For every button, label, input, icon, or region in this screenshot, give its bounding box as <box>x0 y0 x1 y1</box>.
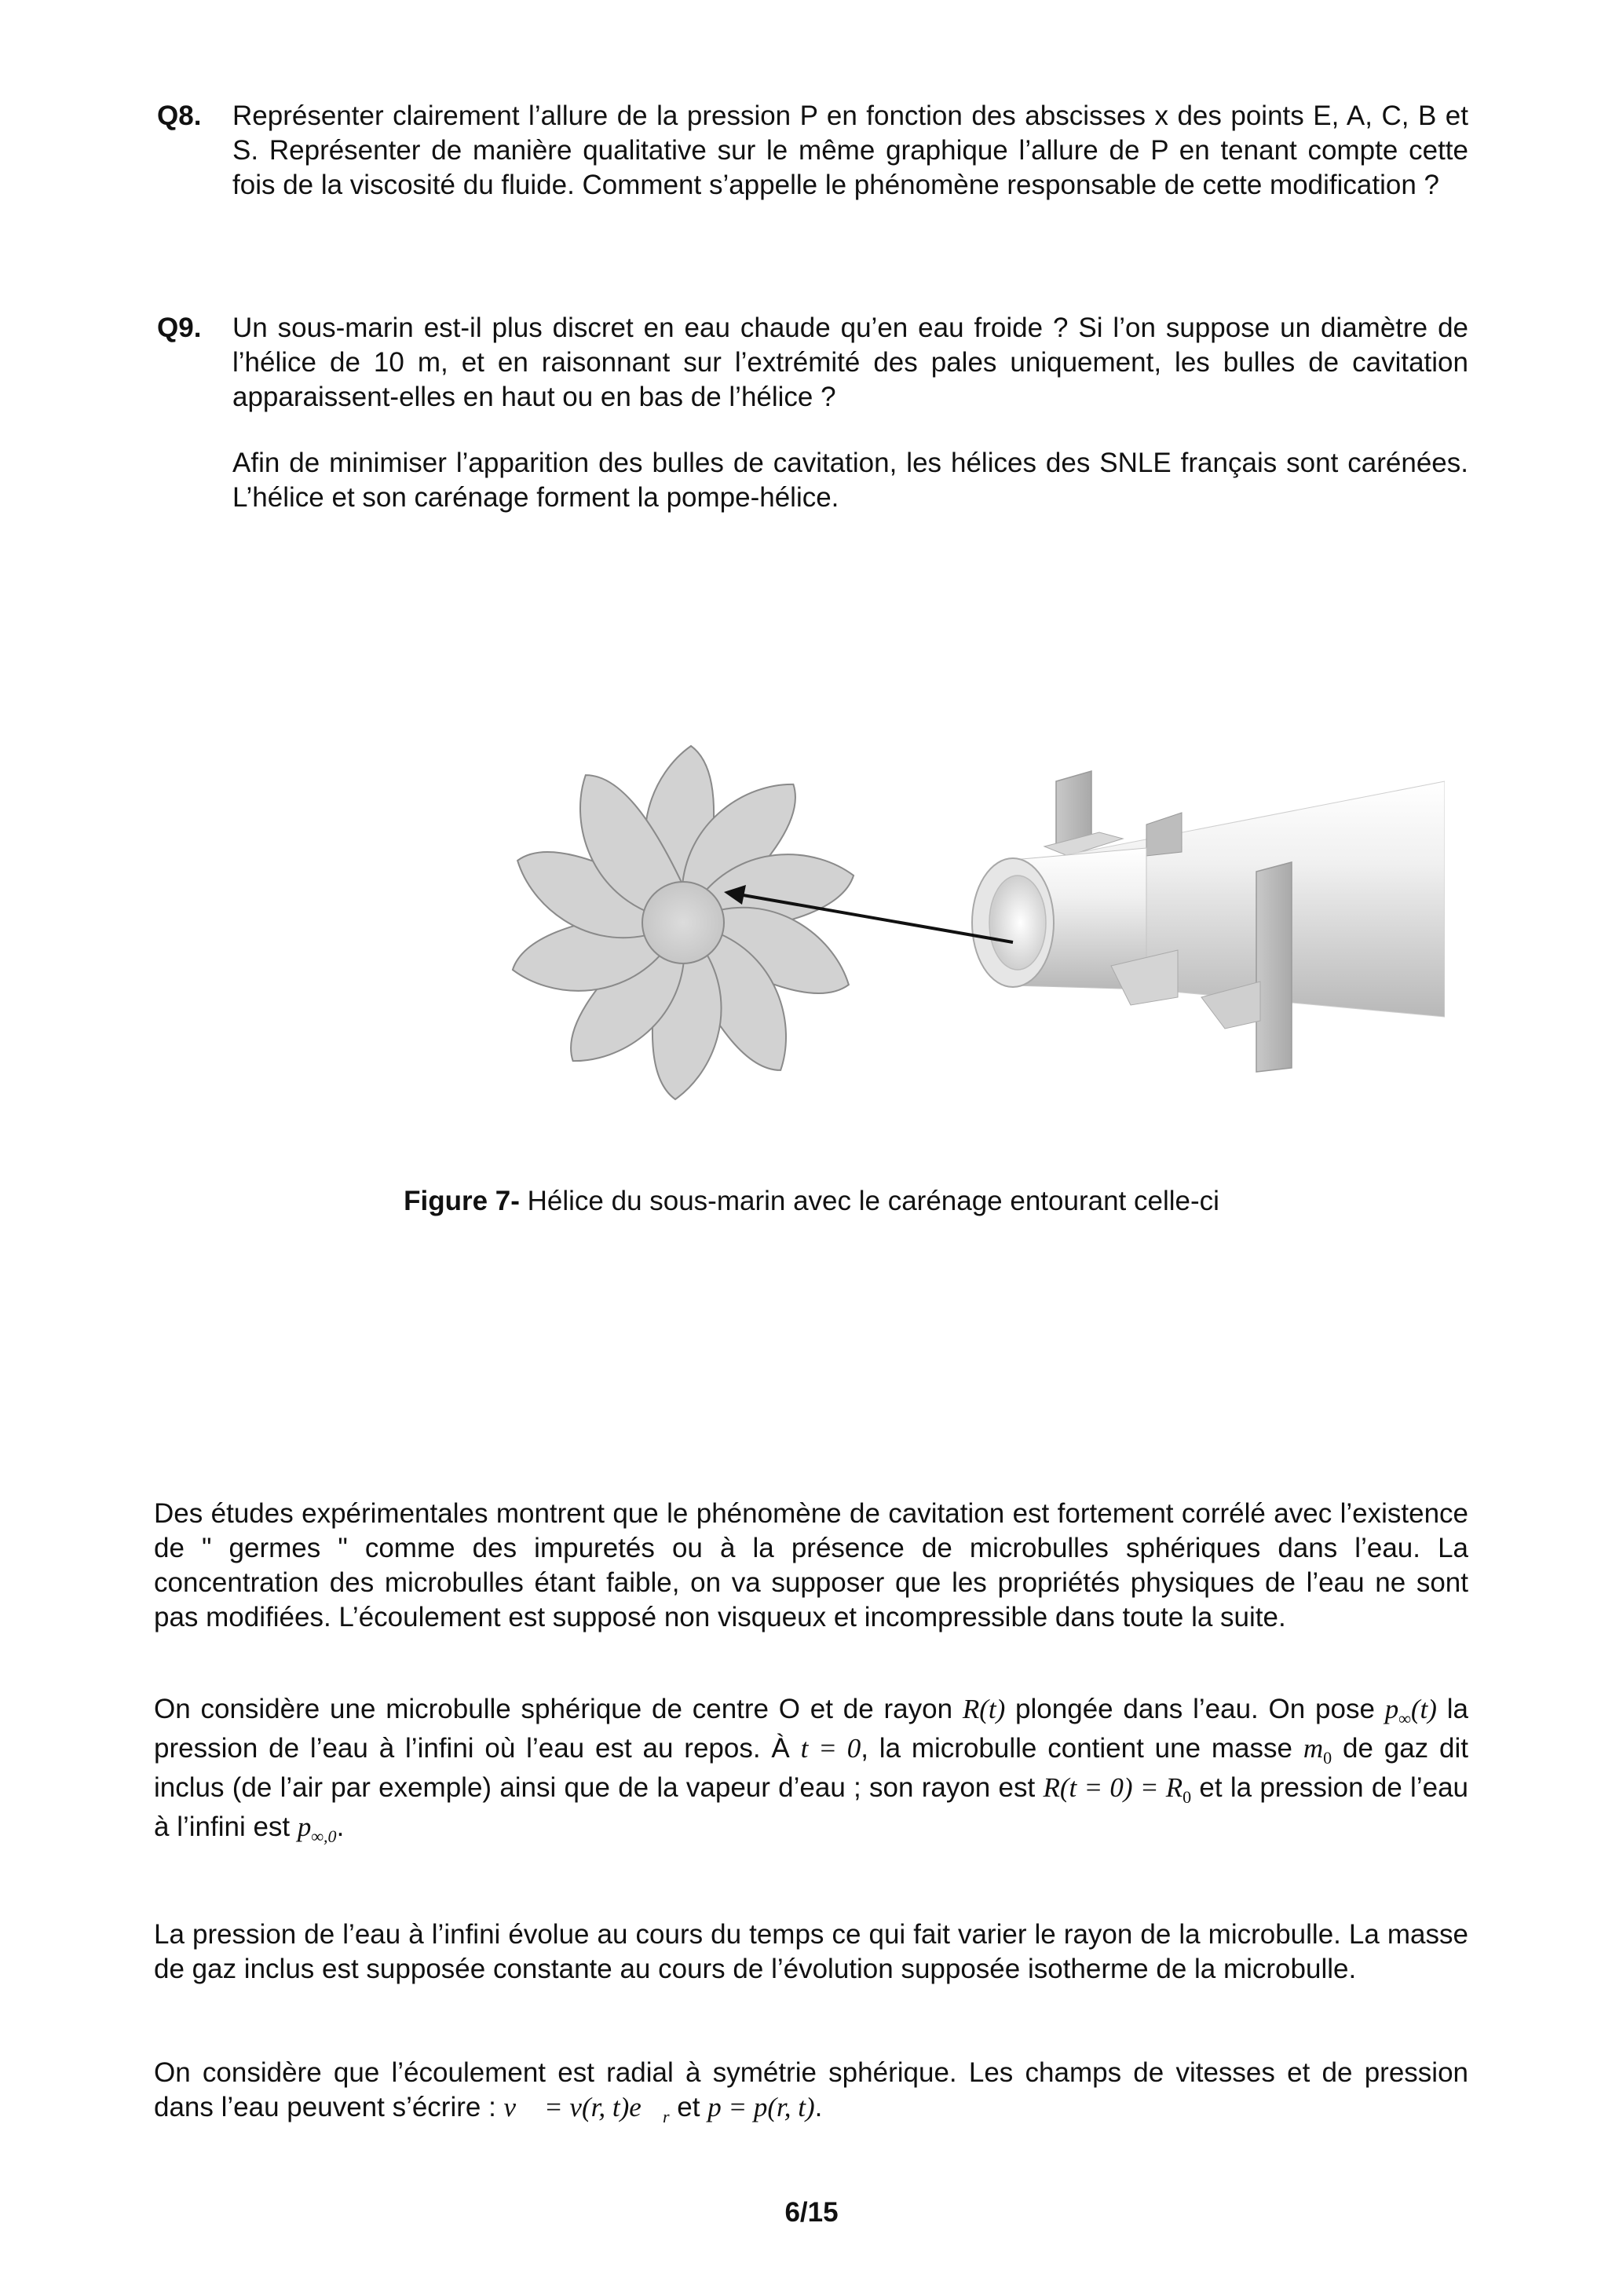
math-p-inf <box>1384 1694 1437 1728</box>
math-sub: ∞ <box>1398 1709 1411 1728</box>
math-base: m <box>1303 1733 1324 1764</box>
question-q8 <box>157 99 1468 203</box>
paragraph-1: Des études expérimentales montrent que le phénomène de cavitation est fortement corrélé avec l’existence de " germes " comme des impuretés ou à la présence de microbulles sphériques dans l’eau. La concentration des microbulles étant faible, on va supposer que les propriétés physiques de l’eau ne sont pas modifiées. L’écoulement est supposé non visqueux et incompressible dans toute la suite. <box>154 1498 1468 1632</box>
math-sub: r <box>663 2107 670 2126</box>
text-span: la pression de l’eau à l’infini où l’eau est au repos. À <box>154 1694 1468 1764</box>
math-t0: t = 0 <box>800 1733 861 1764</box>
question-text: Représenter clairement l’allure de la pression P en fonction des abscisses x des points E, A, C, B et S. Représenter de manière qualitative sur le même graphique l’allure de P en tenant compte cette fois de la viscosité du fluide. Comment s’appelle le phénomène responsable de cette modification ? <box>232 101 1468 200</box>
math-R0 <box>1043 1772 1192 1807</box>
text-span: . <box>814 2092 823 2122</box>
paragraph-4 <box>154 2056 1468 2125</box>
text-span: , la microbulle contient une masse <box>861 1733 1303 1764</box>
text-span: de gaz dit inclus (de l’air par exemple) ainsi que de la vapeur d’eau ; son rayon est <box>154 1733 1468 1803</box>
question-followup: Afin de minimiser l’apparition des bulles de cavitation, les hélices des SNLE français sont carénées. L’hélice et son carénage forment la pompe-hélice. <box>232 448 1468 513</box>
math-base: R(t = 0) = R <box>1043 1772 1183 1803</box>
submarine-hull <box>972 771 1445 1072</box>
propeller <box>503 746 863 1099</box>
figure-7 <box>471 707 1445 1146</box>
math-base: p <box>1384 1694 1399 1724</box>
text-span: On considère que l’écoulement est radial à symétrie sphérique. Les champs de vitesses et de pression dans l’eau peuvent s’écrire : <box>154 2057 1468 2122</box>
question-text: Un sous-marin est-il plus discret en eau chaude qu’en eau froide ? Si l’on suppose un diamètre de l’hélice de 10 m, et en raisonnant sur l’extrémité des pales uniquement, les bulles de cavitation apparaissent-elles en haut ou en bas de l’hélice ? <box>232 313 1468 412</box>
propeller-hub <box>642 882 724 963</box>
question-label: Q8. <box>157 101 202 131</box>
math-base: v⃗ = v(r, t)e⃗ <box>503 2092 663 2122</box>
text-span: et la pression de l’eau à l’infini est <box>154 1772 1468 1842</box>
text-span: On considère une microbulle sphérique de centre O et de rayon <box>154 1694 963 1724</box>
math-base: p <box>297 1812 312 1842</box>
figure-caption <box>0 1184 1623 1219</box>
text-span: . <box>336 1812 345 1842</box>
page-number: 6/15 <box>784 2197 839 2228</box>
figure-caption-text: Hélice du sous-marin avec le carénage entourant celle-ci <box>519 1186 1219 1216</box>
figure-label: Figure 7- <box>404 1186 520 1216</box>
question-q9 <box>157 311 1468 515</box>
text-span: et <box>669 2092 708 2122</box>
paragraph-2 <box>154 1690 1468 1847</box>
question-label: Q9. <box>157 313 202 343</box>
propeller-and-hull-illustration <box>471 707 1445 1146</box>
math-arg: (t) <box>1410 1694 1437 1724</box>
math-sub: ∞,0 <box>311 1826 337 1846</box>
text-span: plongée dans l’eau. On pose <box>1005 1694 1385 1724</box>
math-velocity <box>503 2092 670 2126</box>
math-m0 <box>1303 1733 1332 1768</box>
math-pressure: p = p(r, t) <box>707 2092 815 2122</box>
math-R: R(t) <box>962 1694 1006 1724</box>
math-sub: 0 <box>1183 1787 1192 1807</box>
math-p-inf-0 <box>297 1812 337 1846</box>
paragraph-3: La pression de l’eau à l’infini évolue au cours du temps ce qui fait varier le rayon de la microbulle. La masse de gaz inclus est supposée constante au cours de l’évolution supposée isotherme de la microbulle. <box>154 1919 1468 1984</box>
math-sub: 0 <box>1323 1748 1332 1768</box>
